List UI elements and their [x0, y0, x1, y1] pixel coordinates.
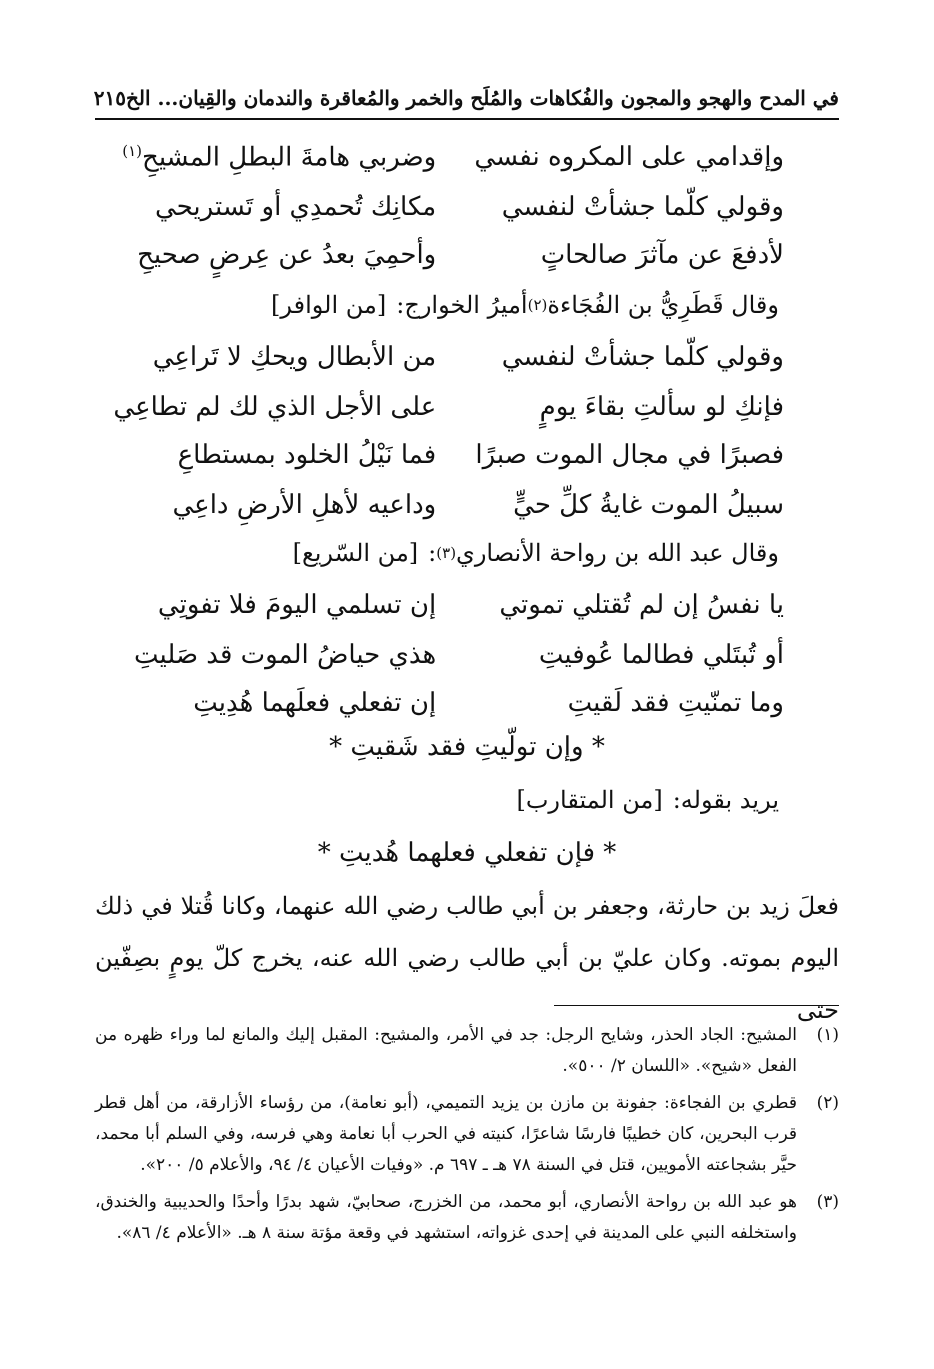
intro-text-rest: أميرُ الخوارج: [396, 291, 528, 319]
verse-first-hemistich: وما تمنّيتِ فقد لَقيتِ [567, 688, 784, 718]
footnote-text: هو عبد الله بن رواحة الأنصاري، أبو محمد، من الخزرج، صحابيّ، شهد بدرًا وأحدًا والحديبية والخندق، واستخلفه النبي على المدينة في إحدى غزواته، استشهد في وقعة مؤتة سنة ٨ هـ. «الأعلام ٤/ ٨٦». [95, 1192, 797, 1243]
verse-second-hemistich: إن تسلمي اليومَ فلا تفوتِي [157, 590, 437, 620]
poem-intro [140, 280, 779, 330]
footnote-marker: (٣) [436, 544, 457, 562]
verse-second-hemistich: هذي حياضُ الموت قد صَليتِ [133, 640, 437, 670]
intro-text: وقال قَطَرِيُّ بن الفُجَاءة [547, 291, 779, 319]
poem-intro [140, 775, 779, 825]
footnotes [95, 1020, 839, 1255]
verse-first-hemistich: وقولي كلّما جشأتْ لنفسي [501, 192, 784, 222]
running-title: في المدح والهجو والمجون والفُكاهات والمُلَح والخمر والمُعاقرة والندمان والقِيان... الخ [125, 86, 839, 110]
footnote-number: (٣) [816, 1192, 839, 1212]
footnote-separator [554, 1005, 839, 1006]
verse-first-hemistich: وقولي كلّما جشأتْ لنفسي [501, 342, 784, 372]
verse-second-hemistich: مكانِك تُحمدِي أو تَستريحي [154, 192, 437, 222]
poem-intro [140, 528, 779, 578]
page-number: ٢١٥ [93, 86, 126, 110]
meter-label: [من الوافر] [271, 291, 387, 319]
verse-second-hemistich: من الأبطال ويحكِ لا تَراعِي [152, 342, 437, 372]
verse-first-hemistich: وإقدامي على المكروه نفسي [474, 142, 784, 172]
running-header [95, 78, 839, 120]
footnote-text: قطري بن الفجاءة: جفونة بن مازن بن يزيد التميمي، (أبو نعامة)، من رؤساء الأزارقة، من أهل قطر قرب البحرين، كان خطيبًا فارسًا شاعرًا، كنيته في الحرب أبا نعامة وهي فرسه، وفي السلم أبا محمد، حيَّر بشجاعته الأمويين، قتل في السنة ٧٨ هـ ـ ٦٩٧ م. «وفيات الأعيان ٤/ ٩٤، والأعلام ٥/ ٢٠٠». [95, 1093, 797, 1175]
footnote [95, 1187, 839, 1249]
footnote [95, 1088, 839, 1181]
verse-second-hemistich: وأحمِيَ بعدُ عن عِرضٍ صحيحِ [137, 240, 437, 270]
verse-line [140, 330, 784, 384]
single-hemistich: * وإن تولّيتِ فقد شَقيتِ * [329, 732, 605, 762]
footnote-number: (٢) [816, 1093, 839, 1113]
verse-second-hemistich: وضربي هامةَ البطلِ المشيحِ$^{(١)}$ [122, 141, 437, 173]
verse-second-hemistich: إن تفعلي فعلَهما هُدِيتِ [193, 688, 437, 718]
intro-text-rest: : [428, 539, 437, 567]
footnote-text: المشيح: الجاد الحذر، وشايح الرجل: جد في الأمر، والمشيح: المقبل إليك والمانع لما وراء ظهره من الفعل «شيح». «اللسان ٢/ ٥٠٠». [95, 1025, 797, 1076]
verse-line [140, 428, 784, 482]
intro-text: يريد بقوله: [672, 786, 779, 814]
verse-first-hemistich: لأدفعَ عن مآثرَ صالحاتٍ [540, 240, 784, 270]
footnote-number: (١) [816, 1025, 839, 1045]
verse-first-hemistich: أو تُبتَلي فطالما عُوفيتِ [538, 640, 784, 670]
prose-text: فعلَ زيد بن حارثة، وجعفر بن أبي طالب رضي الله عنهما، وكانا قُتلا في ذلك اليوم بموته. وكان عليّ بن أبي طالب رضي الله عنه، يخرج كلّ يومٍ بصِفّين حتى [95, 892, 839, 1024]
intro-text: وقال عبد الله بن رواحة الأنصاري [456, 539, 779, 567]
verse-first-hemistich: فصبرًا في مجال الموت صبرًا [475, 440, 784, 470]
footnote-marker: (١) [122, 141, 143, 160]
verse-first-hemistich: فإنكِ لو سألتِ بقاءَ يومٍ [539, 392, 784, 422]
footnote [95, 1020, 839, 1082]
verse-line [113, 380, 784, 434]
meter-label: [من السّريع] [292, 539, 419, 567]
verse-second-hemistich: على الأجل الذي لك لم تطاعِي [113, 392, 437, 422]
prose-paragraph [95, 880, 839, 1036]
meter-label: [من المتقارب] [516, 786, 663, 814]
single-hemistich: * فإن تفعلي فعلهما هُديتِ * [317, 838, 617, 868]
verse-line [122, 130, 784, 184]
verse-first-hemistich: يا نفسُ إن لم تُقتلي تموتي [499, 590, 784, 620]
verse-line [133, 628, 784, 682]
verse-line [140, 578, 784, 632]
verse-line [140, 180, 784, 234]
verse-line [140, 478, 784, 532]
footnote-marker: (٢) [527, 296, 548, 314]
verse-second-hemistich: فما نَيْلُ الخلود بمستطاعِ [177, 440, 437, 470]
verse-line [137, 228, 784, 282]
verse-second-hemistich: وداعيه لأهلِ الأرضِ داعِي [172, 490, 437, 520]
verse-first-hemistich: سبيلُ الموت غايةُ كلِّ حيٍّ [513, 490, 784, 520]
